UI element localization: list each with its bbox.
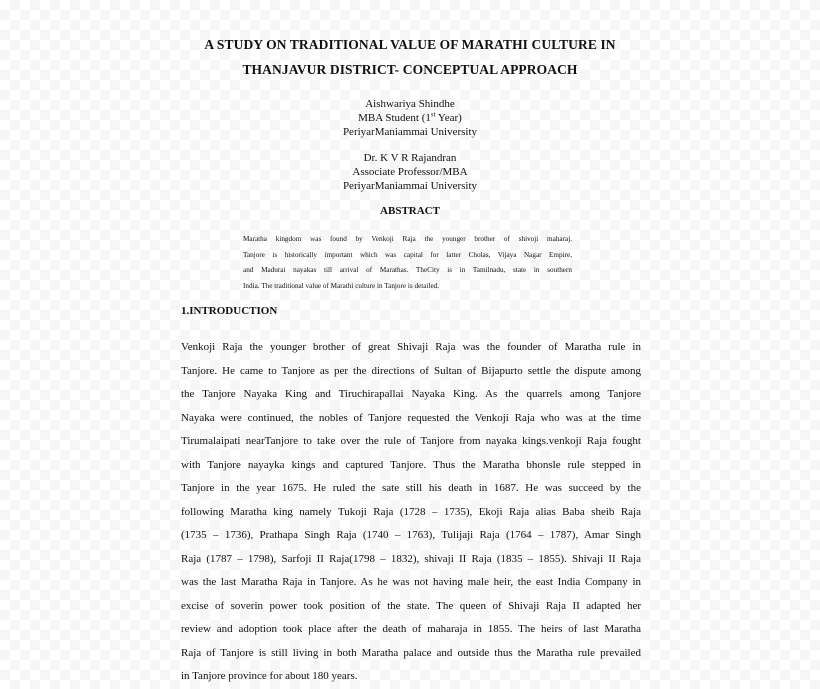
- author-block-2: [210, 151, 610, 193]
- author-role: Associate Professor/MBA: [352, 166, 468, 178]
- abstract-line: Tanjore is historically important which was capital for latter Cholas, Vijaya Nagar Empire,: [243, 250, 572, 259]
- section-heading-introduction: 1.INTRODUCTION: [181, 305, 278, 317]
- body-line: the Tanjore Nayaka King and Tiruchirapallai Nayaka King. As the quarrels among Tanjore: [181, 388, 641, 400]
- author-affiliation: PeriyarManiammai University: [342, 126, 478, 138]
- body-line: review and adoption took place after the death of maharaja in 1855. The heirs of last Maratha: [181, 623, 641, 635]
- author-name: Dr. K V R Rajandran: [363, 152, 457, 164]
- body-line: (1735 – 1736), Prathapa Singh Raja (1740 – 1763), Tulijaji Raja (1764 – 1787), Amar Singh: [181, 529, 641, 541]
- author-block-1: [210, 97, 610, 139]
- body-line: with Tanjore nayayka kings and captured Tanjore. Thus the Maratha bhonsle rule stepped in: [181, 458, 641, 471]
- body-line: following Maratha king namely Tukoji Raja (1728 – 1735), Ekoji Raja alias Baba sheib Raja: [181, 505, 641, 518]
- body-line: Nayaka were continued, the nobles of Tanjore requested the Venkoji Raja who was at the time: [181, 411, 641, 424]
- body-line: Tirumalaipati nearTanjore to take over the rule of Tanjore from nayaka kings.venkoji Raja fought: [181, 435, 641, 447]
- introduction-body: [181, 336, 641, 689]
- paper-title-line-2: THANJAVUR DISTRICT- CONCEPTUAL APPROACH: [242, 62, 578, 77]
- author-role: MBA Student (1st Year): [358, 110, 462, 124]
- body-line: Raja (1787 – 1798), Sarfoji II Raja(1798 – 1832), shivaji II Raja (1835 – 1855). Shivaji II Raja: [181, 552, 641, 565]
- abstract-line: Maratha kingdom was found by Venkoji Raja the younger brother of shivoji maharaj.: [243, 235, 572, 243]
- body-line: Venkoji Raja the younger brother of great Shivaji Raja was the founder of Maratha rule in: [181, 341, 641, 353]
- body-line: Tanjore. He came to Tanjore as per the directions of Sultan of Bijapurto settle the dispute among: [181, 364, 641, 377]
- body-line: was the last Maratha Raja in Tanjore. As he was not having male heir, the east India Company in: [181, 576, 641, 588]
- body-line: in Tanjore province for about 180 years.: [181, 670, 358, 682]
- author-name: Aishwariya Shindhe: [365, 98, 455, 110]
- abstract-heading: ABSTRACT: [380, 205, 440, 217]
- body-line: Tanjore in the year 1675. He ruled the sate still his death in 1687. He was succeed by the: [181, 482, 641, 494]
- abstract-line: and Madurai nayakas till arrival of Marathas. TheCity is in Tamilnadu, state in southern: [243, 266, 572, 274]
- author-affiliation: PeriyarManiammai University: [342, 180, 478, 192]
- body-line: Raja of Tanjore is still living in both Maratha palace and outside thus the Maratha rule prevailed: [181, 646, 641, 659]
- body-line: excise of soverin power took position of the state. The queen of Shivaji Raja II adapted her: [181, 599, 641, 612]
- abstract-body: [243, 232, 572, 294]
- paper-title-line-1: A STUDY ON TRADITIONAL VALUE OF MARATHI CULTURE IN: [204, 37, 616, 52]
- abstract-line: India. The traditional value of Marathi culture in Tanjore is detailed.: [243, 281, 440, 290]
